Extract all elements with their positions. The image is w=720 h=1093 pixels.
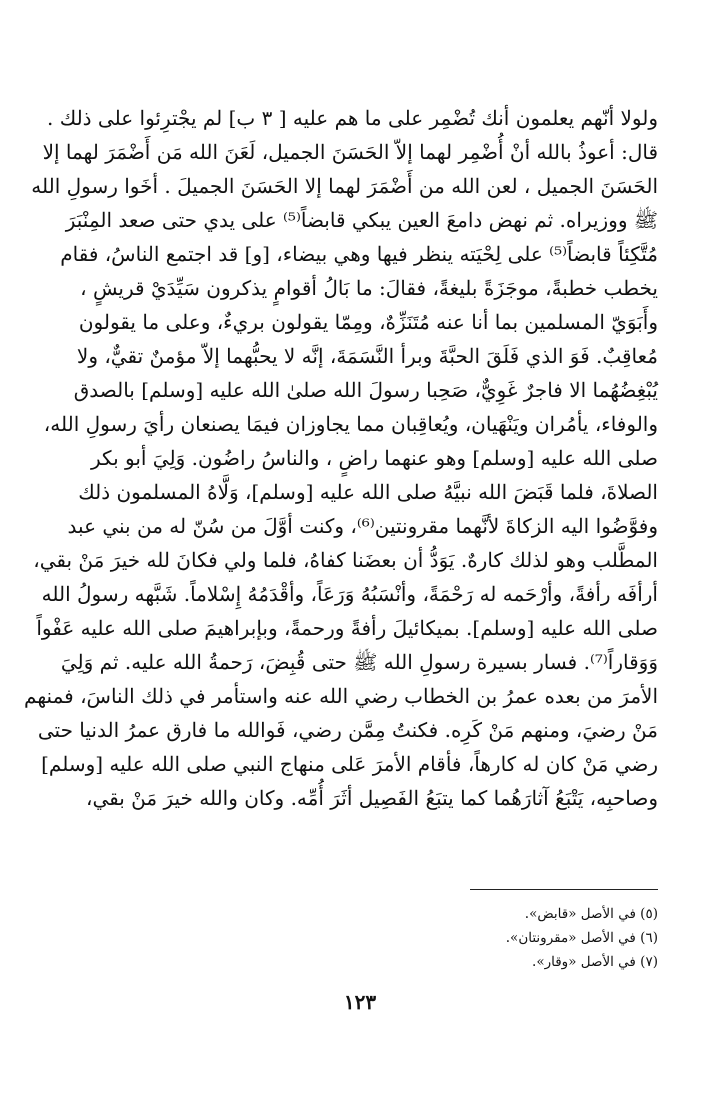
text-line: الحَسَنَ الجميل ، لعن الله من أَضْمَرَ لهما إلا الحَسَنَ الجميلَ . أخَوا رسولِ الله: [31, 174, 658, 198]
text-line: وصاحبِه، يَتْبَعُ آثارَهُما كما يتبَعُ الفَصِيل أثَرَ أُمِّه. وكان والله خيرَ مَنْ بقي،: [85, 786, 658, 810]
text-line: والوفاء، يأمُران ويَنْهَيان، ويُعاقِبان مما يجاوزان فيمَا يصنعان رأيَ رسولِ الله،: [43, 412, 658, 436]
text-line: وَوَقاراً⁽⁷⁾. فسار بسيرة رسولِ الله ﷺ حتى قُبِضَ، رَحمةُ الله عليه. ثم وَلِيَ: [60, 650, 658, 674]
text-line: وفوَّضُوا اليه الزكاةَ لأنَّهما مقرونتين⁽⁶⁾، وكنت أوَّلَ من سُنّ له من بني عبد: [67, 514, 658, 538]
text-line: ﷺ ووزيراه. ثم نهض دامعَ العين يبكي قابضاً⁽⁵⁾ على يدي حتى صعد المِنْبَرَ: [65, 208, 658, 232]
text-line: ولولا أنّهم يعلمون أنك تُضْمِر على ما هم عليه [ ٣ ب] لم يجْترِئوا على ذلك .: [47, 106, 658, 130]
main-text: [24, 101, 658, 815]
text-line: مُتَّكِئاً قابضاً⁽⁵⁾ على لِحْيَته ينظر فيها وهي بيضاء، [و] قد اجتمع الناسُ، فقام: [60, 242, 658, 266]
footnotes: [360, 902, 658, 974]
text-line: صلى الله عليه [وسلم] وهو عنهما راضٍ ، والناسُ راضُون. وَلِيَ أبو بكر: [90, 446, 658, 470]
text-line: يخطب خطبةً، موجَزَةً بليغةً، فقالَ: ما بَالُ أقوامٍ يذكرون سَيِّدَيْ قريشٍ ،: [80, 276, 658, 300]
text-line: الأمرَ من بعده عمرُ بن الخطاب رضي الله عنه واستأمر في ذلك الناسَ، فمنهم: [24, 684, 658, 708]
text-line: مَنْ رضيَ، ومنهم مَنْ كَرِه. فكنتُ مِمَّن رضي، فَوالله ما فارق عمرُ الدنيا حتى: [37, 718, 658, 742]
text-line: المطَّلب وهو لذلك كارهٌ. يَوَدُّ أن بعضَنا كفاهُ، فلما ولي فكانَ لله خيرَ مَنْ بقي،: [33, 548, 658, 572]
text-line: رضي مَنْ كان له كارهاً، فأقام الأمرَ عَلى منهاج النبي صلى الله عليه [وسلم]: [41, 752, 658, 776]
text-line: يُبْغِضُهُما الا فاجرٌ غَوِيٌّ، صَحِبا رسولَ الله صلىٰ الله عليه [وسلم] بالصدق: [73, 378, 658, 402]
text-line: صلى الله عليه [وسلم]. بميكائيلَ رأفةً ورحمةً، وبإبراهيمَ صلى الله عليه عَفْواً: [36, 616, 658, 640]
page-number: ١٢٣: [343, 990, 377, 1014]
footnote: (٧) في الأصل «وقار».: [532, 954, 658, 970]
text-line: أرأفَه رأفةً، وأرْحَمه له رَحْمَةً، وأنْسَبُهُ وَرَعَاً، وأقْدَمُهُ إِسْلاماً. شَبَّهه رسولُ الله: [41, 582, 658, 606]
text-line: مُعاقِبٌ. فَوَ الذي فَلَقَ الحبَّةَ وبرأ النَّسَمَةَ، إنَّه لا يحبُّهما إلاّ مؤمنٌ تقيٌّ، ولا: [76, 344, 658, 368]
text-line: وأَبَوَيّ المسلمين بما أنا عنه مُتَنَزِّهٌ، ومِمّا يقولون بريءٌ، وعلى ما يقولون: [78, 310, 658, 334]
footnote-divider: [470, 889, 658, 890]
text-line: قال: أعوذُ بالله أنْ أُضْمِر لهما إلاّ الحَسَنَ الجميل، لَعَنَ الله مَن أَضْمَرَ لهما إلا: [42, 140, 658, 164]
footnote: (٥) في الأصل «قابض».: [524, 906, 658, 922]
footnote: (٦) في الأصل «مقرونتان».: [505, 930, 658, 946]
text-line: الصلاةَ، فلما قَبَضَ الله نبيَّهُ صلى الله عليه [وسلم]، وَلَّاهُ المسلمون ذلك: [78, 480, 658, 504]
